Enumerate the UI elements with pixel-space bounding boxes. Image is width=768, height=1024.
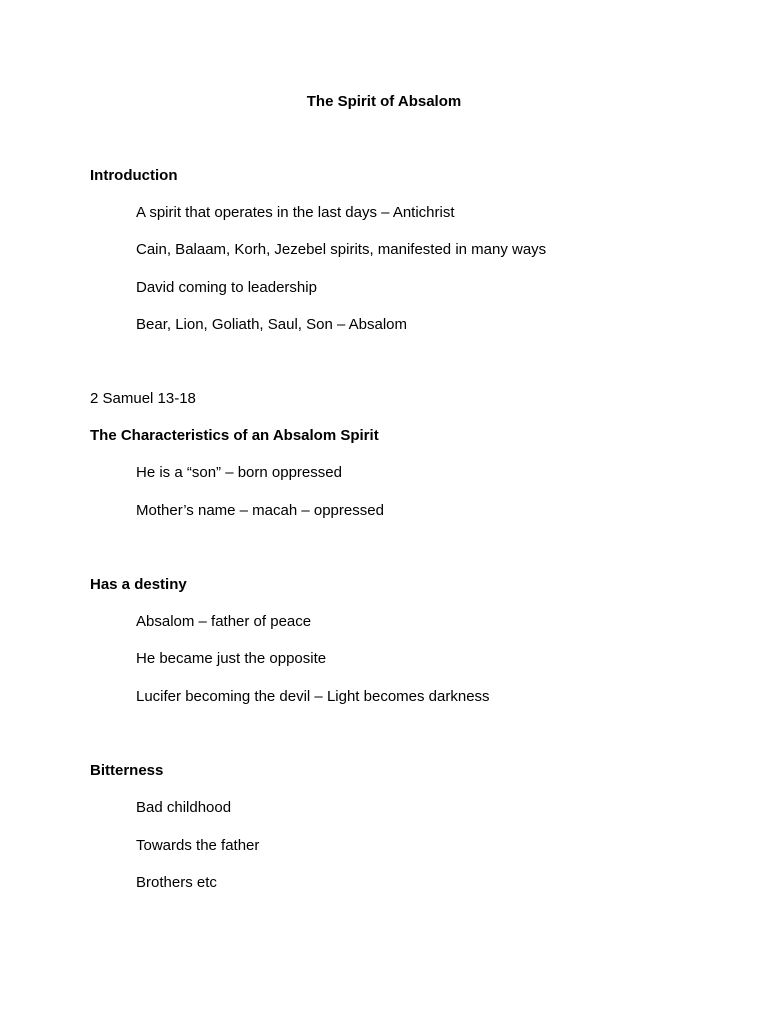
bitterness-item: Brothers etc [136,874,217,891]
characteristics-item: He is a “son” – born oppressed [136,464,342,481]
scripture-reference: 2 Samuel 13-18 [90,390,196,407]
destiny-item: Absalom – father of peace [136,613,312,630]
introduction-item: Cain, Balaam, Korh, Jezebel spirits, manifested in many ways [136,241,547,258]
document-title: The Spirit of Absalom [306,93,462,110]
introduction-item: Bear, Lion, Goliath, Saul, Son – Absalom [136,316,408,333]
bitterness-item: Bad childhood [136,799,232,816]
characteristics-heading: The Characteristics of an Absalom Spirit [90,427,379,444]
destiny-item: Lucifer becoming the devil – Light becomes darkness [136,688,490,705]
introduction-item: A spirit that operates in the last days – Antichrist [136,204,455,221]
bitterness-item: Towards the father [136,837,260,854]
characteristics-item: Mother’s name – macah – oppressed [136,502,384,519]
destiny-item: He became just the opposite [136,650,327,667]
introduction-heading: Introduction [90,167,178,184]
destiny-heading: Has a destiny [90,576,187,593]
introduction-item: David coming to leadership [136,279,317,296]
bitterness-heading: Bitterness [90,762,164,779]
